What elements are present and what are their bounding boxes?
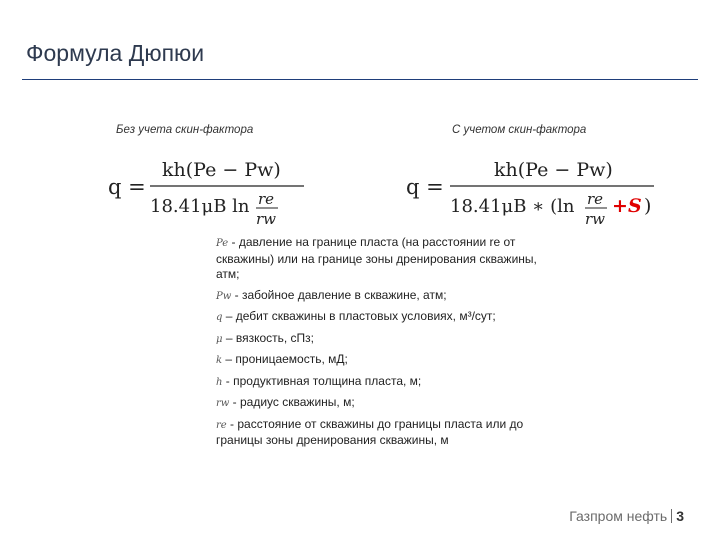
definition-symbol: re [216, 419, 227, 431]
definition-item [216, 331, 556, 348]
caption-without-skin: Без учета скин-фактора [116, 124, 254, 136]
formula1-lhs: q = [108, 175, 146, 199]
definition-text: - радиус скважины, м; [229, 395, 355, 409]
slide-title: Формула Дюпюи [26, 40, 205, 66]
definition-item [216, 374, 556, 391]
definition-symbol: k [216, 355, 223, 366]
definition-item [216, 417, 556, 449]
definition-symbol: μ [216, 333, 223, 345]
caption-with-skin: С учетом скин-фактора [452, 124, 587, 136]
definition-text: - продуктивная толщина пласта, м; [222, 373, 422, 388]
footer-company-name: Газпром нефть [569, 508, 668, 524]
formula2-close-paren: ) [644, 195, 652, 217]
title-divider [22, 79, 698, 80]
definition-item [216, 352, 556, 369]
formula1-ratio-top: re [258, 190, 275, 208]
definition-symbol: rw [216, 398, 230, 409]
definition-text: - забойное давление в скважине, атм; [231, 287, 447, 302]
formula2-denominator: 18.41μB ∗ (ln [450, 196, 575, 217]
formula-without-skin [106, 152, 306, 242]
formula1-numerator: kh(Pe − Pw) [162, 159, 281, 181]
formula2-numerator: kh(Pe − Pw) [494, 159, 613, 181]
formula-with-skin [404, 152, 664, 242]
page-number: 3 [676, 508, 684, 524]
formula1-ratio-bottom: rw [256, 210, 277, 228]
definition-item [216, 235, 556, 283]
formula2-plus: + [612, 195, 628, 217]
formula1-denominator: 18.41μB ln [150, 196, 250, 217]
formula2-ratio-top: re [587, 190, 604, 208]
definition-text: – дебит скважины в пластовых условиях, м³/сут; [222, 309, 496, 323]
definition-text: - давление на границе пласта (на расстоянии re от скважины) или на границе зоны дренирования скважины, атм; [216, 235, 537, 281]
definition-symbol: Pe [216, 238, 229, 249]
definition-text: - расстояние от скважины до границы пласта или до границы зоны дренирования скважины, м [216, 416, 524, 447]
definition-item [216, 395, 556, 412]
footer-separator [671, 509, 672, 523]
slide-footer [569, 508, 684, 524]
definition-symbol: q [216, 312, 223, 323]
definition-item [216, 309, 556, 326]
formula2-lhs: q = [406, 175, 444, 199]
definition-symbol: Pw [216, 290, 232, 302]
definition-item [216, 288, 556, 305]
definition-symbol: h [216, 376, 223, 388]
definition-text: – вязкость, сПз; [222, 330, 315, 345]
formula2-skin-term: S [628, 195, 642, 217]
definitions-list [216, 235, 556, 454]
definition-text: – проницаемость, мД; [222, 352, 348, 366]
formula2-ratio-bottom: rw [585, 210, 606, 228]
